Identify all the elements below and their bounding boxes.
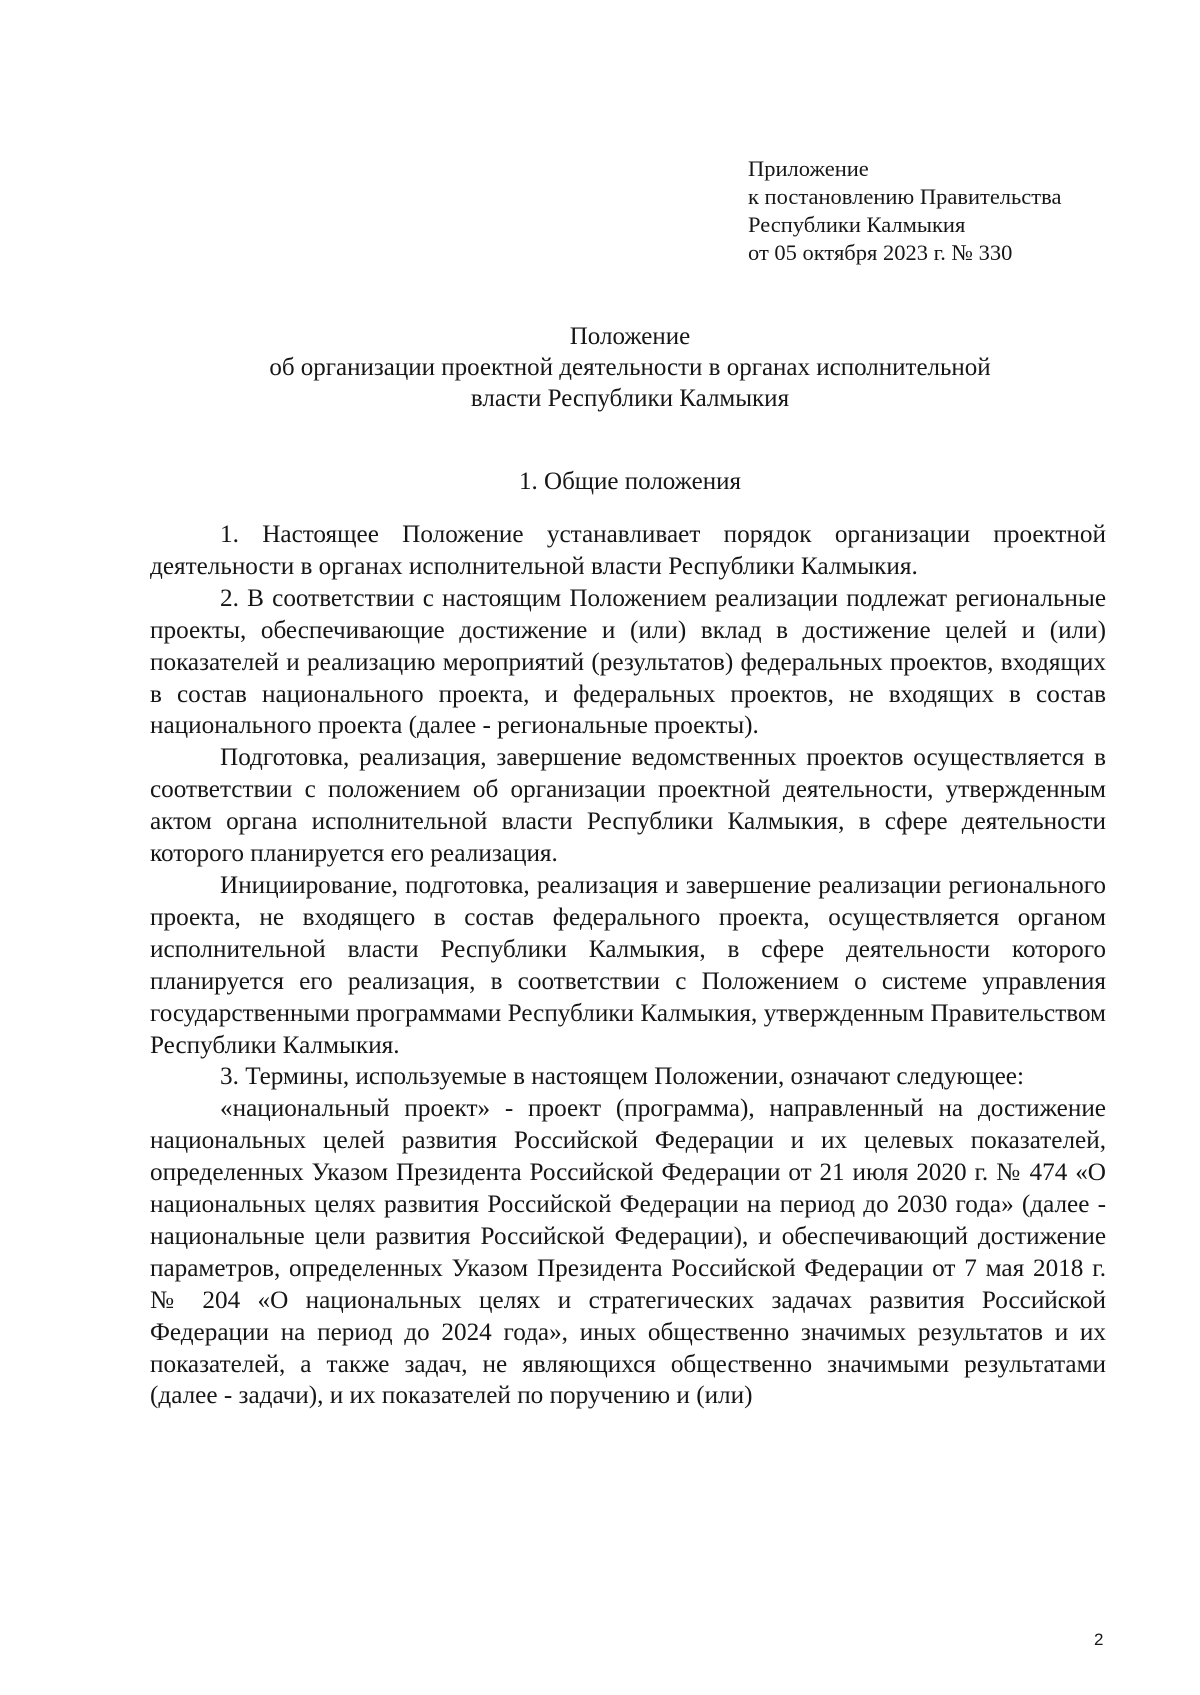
paragraph: Инициирование, подготовка, реализация и завершение реализации регионального проекта, не входящего в состав федерального проекта, осуществляется органом исполнительной власти Республики Калмыкия, в сфере деятельности которого планируется его реализация, в соответствии с Положением о системе управления государственными программами Республики Калмыкия, утвержденным Правительством Республики Калмыкия.: [150, 871, 1106, 1059]
title-line: власти Республики Калмыкия: [470, 385, 790, 412]
title-line: об организации проектной деятельности в органах исполнительной: [269, 354, 991, 381]
title-line: Положение: [569, 323, 691, 350]
appendix-line: к постановлению Правительства: [748, 184, 1062, 209]
paragraph: 1. Настоящее Положение устанавливает порядок организации проектной деятельности в органах исполнительной власти Республики Калмыкия.: [150, 521, 1106, 580]
page-number: 2: [1094, 1630, 1104, 1649]
paragraph: «национальный проект» - проект (программа), направленный на достижение национальных целей развития Российской Федерации и их целевых показателей, определенных Указом Президента Российской Федерации от 21 июля 2020 г. № 474 «О национальных целях развития Российской Федерации на период до 2030 года» (далее - национальные цели развития Российской Федерации), и обеспечивающий достижение параметров, определенных Указом Президента Российской Федерации от 7 мая 2018 г. № 204 «О национальных целях и стратегических задачах развития Российской Федерации на период до 2024 года», иных общественно значимых результатов и их показателей, а также задач, не являющихся общественно значимыми результатами (далее - задачи), и их показателей по поручению и (или): [150, 1095, 1106, 1410]
appendix-line: Республики Калмыкия: [748, 212, 966, 237]
paragraph: 2. В соответствии с настоящим Положением реализации подлежат региональные проекты, обеспечивающие достижение и (или) вклад в достижение целей и (или) показателей и реализацию мероприятий (результатов) федеральных проектов, входящих в состав национального проекта, и федеральных проектов, не входящих в состав национального проекта (далее - региональные проекты).: [150, 584, 1106, 740]
appendix-header: [748, 155, 1061, 267]
document-title: [150, 321, 1110, 414]
paragraph: Подготовка, реализация, завершение ведомственных проектов осуществляется в соответствии с положением об организации проектной деятельности, утвержденным актом органа исполнительной власти Республики Калмыкия, в сфере деятельности которого планируется его реализация.: [150, 744, 1106, 868]
document-body: [150, 519, 1106, 1412]
section-heading: 1. Общие положения: [519, 468, 741, 495]
appendix-line: от 05 октября 2023 г. № 330: [748, 240, 1013, 265]
paragraph: 3. Термины, используемые в настоящем Положении, означают следующее:: [220, 1063, 1024, 1091]
appendix-line: Приложение: [748, 156, 869, 181]
